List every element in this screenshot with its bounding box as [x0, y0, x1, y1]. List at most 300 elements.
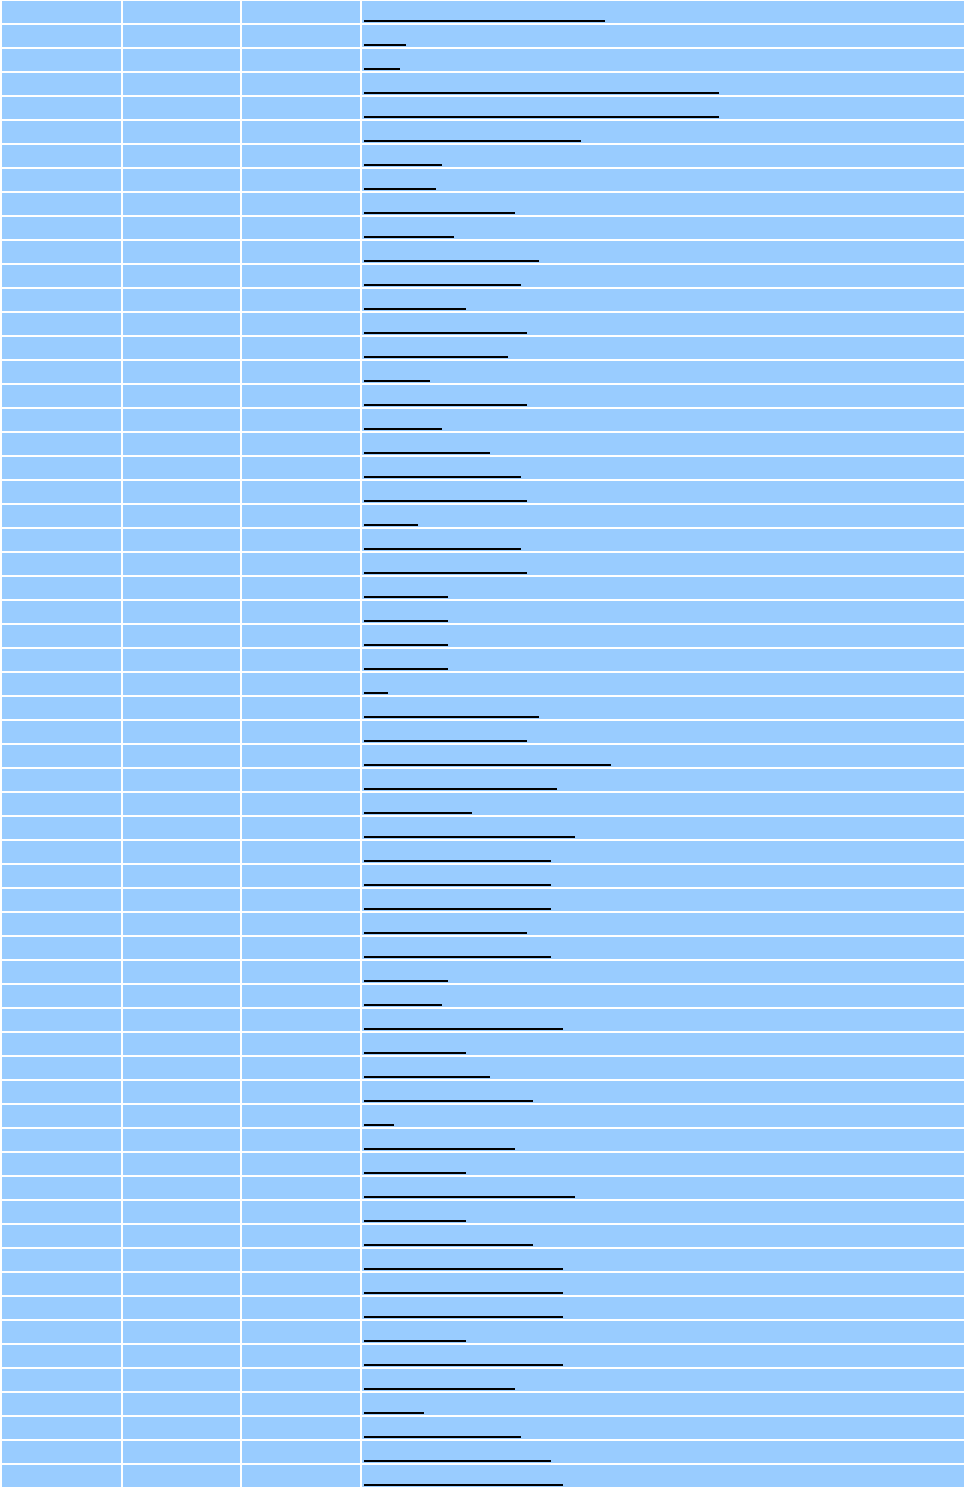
- row-link[interactable]: [364, 774, 557, 790]
- table-cell-col3: [242, 1249, 360, 1271]
- table-cell-col3: [242, 673, 360, 695]
- table-cell-col1: [2, 889, 121, 911]
- table-cell-col1: [2, 793, 121, 815]
- table-cell-col2: [123, 817, 240, 839]
- table-cell-link: [362, 169, 964, 191]
- table-cell-link: [362, 121, 964, 143]
- table-cell-col3: [242, 337, 360, 359]
- table-cell-col1: [2, 553, 121, 575]
- table-cell-link: [362, 1273, 964, 1295]
- table-cell-link: [362, 49, 964, 71]
- row-link[interactable]: [364, 582, 448, 598]
- table-cell-col1: [2, 217, 121, 239]
- table-cell-col3: [242, 697, 360, 719]
- table-cell-col1: [2, 721, 121, 743]
- table-cell-col3: [242, 1345, 360, 1367]
- table-cell-link: [362, 1465, 964, 1487]
- table-cell-link: [362, 817, 964, 839]
- table-cell-col2: [123, 985, 240, 1007]
- table-cell-col2: [123, 937, 240, 959]
- table-cell-col2: [123, 529, 240, 551]
- table-cell-col1: [2, 73, 121, 95]
- table-cell-col3: [242, 1081, 360, 1103]
- table-cell-col3: [242, 1033, 360, 1055]
- table-cell-col1: [2, 409, 121, 431]
- table-cell-col1: [2, 97, 121, 119]
- table-cell-col2: [123, 385, 240, 407]
- row-link[interactable]: [364, 414, 442, 430]
- row-link[interactable]: [364, 1278, 563, 1294]
- row-link[interactable]: [364, 1254, 563, 1270]
- table-cell-col2: [123, 193, 240, 215]
- table-cell-link: [362, 73, 964, 95]
- table-cell-col3: [242, 961, 360, 983]
- table-cell-col1: [2, 25, 121, 47]
- table-cell-col1: [2, 385, 121, 407]
- table-cell-col3: [242, 73, 360, 95]
- table-cell-col3: [242, 193, 360, 215]
- table-cell-col3: [242, 1321, 360, 1343]
- row-link[interactable]: [364, 1398, 424, 1414]
- table-cell-col1: [2, 265, 121, 287]
- table-cell-col3: [242, 457, 360, 479]
- table-cell-col3: [242, 841, 360, 863]
- table-cell-col1: [2, 1441, 121, 1463]
- table-cell-col3: [242, 313, 360, 335]
- table-cell-col1: [2, 577, 121, 599]
- table-cell-col3: [242, 745, 360, 767]
- row-link[interactable]: [364, 366, 430, 382]
- row-link[interactable]: [364, 1326, 466, 1342]
- table-cell-col2: [123, 241, 240, 263]
- row-link[interactable]: [364, 1446, 551, 1462]
- table-cell-link: [362, 937, 964, 959]
- row-link[interactable]: [364, 342, 508, 358]
- table-cell-link: [362, 889, 964, 911]
- table-cell-col3: [242, 889, 360, 911]
- table-cell-col1: [2, 937, 121, 959]
- table-cell-col1: [2, 1057, 121, 1079]
- table-cell-link: [362, 865, 964, 887]
- table-cell-col3: [242, 145, 360, 167]
- table-cell-col2: [123, 1321, 240, 1343]
- row-link[interactable]: [364, 726, 527, 742]
- table-cell-col1: [2, 649, 121, 671]
- table-cell-link: [362, 721, 964, 743]
- row-link[interactable]: [364, 846, 551, 862]
- row-link[interactable]: [364, 1086, 533, 1102]
- table-cell-col1: [2, 1345, 121, 1367]
- table-cell-col3: [242, 1465, 360, 1487]
- table-cell-col1: [2, 601, 121, 623]
- row-link[interactable]: [364, 918, 527, 934]
- table-cell-col2: [123, 169, 240, 191]
- table-cell-col1: [2, 673, 121, 695]
- table-cell-link: [362, 385, 964, 407]
- table-cell-col2: [123, 1369, 240, 1391]
- table-cell-col3: [242, 49, 360, 71]
- table-cell-col1: [2, 1129, 121, 1151]
- table-cell-col3: [242, 817, 360, 839]
- table-cell-col1: [2, 841, 121, 863]
- table-cell-link: [362, 1249, 964, 1271]
- table-cell-col2: [123, 1105, 240, 1127]
- table-cell-col2: [123, 481, 240, 503]
- table-cell-link: [362, 481, 964, 503]
- table-cell-col1: [2, 505, 121, 527]
- row-link[interactable]: [364, 1350, 563, 1366]
- table-cell-link: [362, 193, 964, 215]
- table-cell-col1: [2, 697, 121, 719]
- table-cell-col1: [2, 529, 121, 551]
- table-cell-link: [362, 1153, 964, 1175]
- table-cell-link: [362, 601, 964, 623]
- table-cell-col3: [242, 1297, 360, 1319]
- table-cell-col1: [2, 913, 121, 935]
- table-cell-col2: [123, 289, 240, 311]
- table-cell-col1: [2, 1009, 121, 1031]
- row-link[interactable]: [364, 1374, 515, 1390]
- table-cell-col3: [242, 169, 360, 191]
- table-cell-col3: [242, 913, 360, 935]
- row-link[interactable]: [364, 270, 521, 286]
- table-cell-col2: [123, 553, 240, 575]
- table-cell-col2: [123, 1345, 240, 1367]
- table-cell-link: [362, 961, 964, 983]
- table-cell-col2: [123, 1393, 240, 1415]
- table-cell-col3: [242, 1201, 360, 1223]
- row-link[interactable]: [364, 1230, 533, 1246]
- table-cell-col1: [2, 1201, 121, 1223]
- table-cell-col3: [242, 97, 360, 119]
- table-cell-col3: [242, 1153, 360, 1175]
- table-cell-col2: [123, 505, 240, 527]
- table-cell-col3: [242, 649, 360, 671]
- table-cell-col3: [242, 1105, 360, 1127]
- table-cell-col2: [123, 1441, 240, 1463]
- table-cell-link: [362, 1081, 964, 1103]
- table-cell-link: [362, 289, 964, 311]
- row-link[interactable]: [364, 966, 448, 982]
- row-link[interactable]: [364, 318, 527, 334]
- table-cell-col3: [242, 793, 360, 815]
- table-cell-col1: [2, 457, 121, 479]
- table-cell-col2: [123, 457, 240, 479]
- row-link[interactable]: [364, 1206, 466, 1222]
- row-link[interactable]: [364, 438, 490, 454]
- table-cell-col2: [123, 121, 240, 143]
- table-cell-col2: [123, 625, 240, 647]
- table-cell-link: [362, 1009, 964, 1031]
- table-cell-col1: [2, 481, 121, 503]
- table-cell-col1: [2, 433, 121, 455]
- table-cell-col1: [2, 1321, 121, 1343]
- table-cell-col2: [123, 673, 240, 695]
- table-cell-col1: [2, 145, 121, 167]
- table-cell-link: [362, 409, 964, 431]
- table-cell-link: [362, 673, 964, 695]
- table-cell-link: [362, 217, 964, 239]
- table-cell-col1: [2, 241, 121, 263]
- table-cell-col2: [123, 1057, 240, 1079]
- table-cell-col3: [242, 121, 360, 143]
- table-cell-col2: [123, 1465, 240, 1487]
- table-cell-link: [362, 625, 964, 647]
- table-cell-col3: [242, 1, 360, 23]
- table-cell-col3: [242, 1129, 360, 1151]
- row-link[interactable]: [364, 30, 406, 46]
- table-cell-col2: [123, 649, 240, 671]
- table-cell-col1: [2, 193, 121, 215]
- table-cell-link: [362, 1417, 964, 1439]
- table-cell-col3: [242, 1057, 360, 1079]
- table-cell-col2: [123, 49, 240, 71]
- table-cell-col3: [242, 265, 360, 287]
- table-cell-col1: [2, 625, 121, 647]
- table-cell-link: [362, 1393, 964, 1415]
- table-cell-col2: [123, 1297, 240, 1319]
- table-cell-col3: [242, 865, 360, 887]
- table-cell-col1: [2, 1153, 121, 1175]
- row-link[interactable]: [364, 102, 719, 118]
- row-link[interactable]: [364, 1422, 521, 1438]
- table-cell-col3: [242, 1225, 360, 1247]
- table-cell-col2: [123, 217, 240, 239]
- table-cell-col3: [242, 385, 360, 407]
- table-cell-link: [362, 265, 964, 287]
- row-link[interactable]: [364, 1014, 563, 1030]
- table-cell-col3: [242, 985, 360, 1007]
- table-cell-col1: [2, 1225, 121, 1247]
- table-cell-col2: [123, 313, 240, 335]
- table-cell-col2: [123, 1129, 240, 1151]
- table-cell-col2: [123, 1201, 240, 1223]
- table-cell-col3: [242, 721, 360, 743]
- table-cell-link: [362, 697, 964, 719]
- row-link[interactable]: [364, 750, 611, 766]
- table-cell-col3: [242, 1417, 360, 1439]
- row-link[interactable]: [364, 510, 418, 526]
- table-cell-link: [362, 145, 964, 167]
- table-cell-col3: [242, 553, 360, 575]
- table-cell-link: [362, 1033, 964, 1055]
- table-cell-col2: [123, 1417, 240, 1439]
- table-cell-col2: [123, 601, 240, 623]
- table-cell-link: [362, 553, 964, 575]
- table-cell-col2: [123, 361, 240, 383]
- row-link[interactable]: [364, 702, 539, 718]
- table-cell-link: [362, 1225, 964, 1247]
- table-cell-col3: [242, 1393, 360, 1415]
- table-cell-col3: [242, 1177, 360, 1199]
- row-link[interactable]: [364, 390, 527, 406]
- row-link[interactable]: [364, 174, 436, 190]
- table-cell-col3: [242, 505, 360, 527]
- table-cell-col2: [123, 697, 240, 719]
- row-link[interactable]: [364, 54, 400, 70]
- table-cell-col1: [2, 1417, 121, 1439]
- row-link[interactable]: [364, 1182, 575, 1198]
- row-link[interactable]: [364, 630, 448, 646]
- table-cell-col1: [2, 1369, 121, 1391]
- table-cell-col2: [123, 97, 240, 119]
- table-cell-link: [362, 649, 964, 671]
- row-link[interactable]: [364, 534, 521, 550]
- table-cell-col2: [123, 1249, 240, 1271]
- table-cell-link: [362, 1129, 964, 1151]
- table-cell-col1: [2, 769, 121, 791]
- table-cell-col2: [123, 25, 240, 47]
- table-cell-col1: [2, 817, 121, 839]
- table-cell-col3: [242, 1273, 360, 1295]
- table-cell-col1: [2, 865, 121, 887]
- table-cell-col3: [242, 769, 360, 791]
- table-cell-col2: [123, 865, 240, 887]
- table-cell-link: [362, 985, 964, 1007]
- row-link[interactable]: [364, 78, 719, 94]
- row-link[interactable]: [364, 198, 515, 214]
- table-cell-col1: [2, 361, 121, 383]
- row-link[interactable]: [364, 222, 454, 238]
- row-link[interactable]: [364, 1110, 394, 1126]
- table-cell-col1: [2, 1393, 121, 1415]
- row-link[interactable]: [364, 486, 527, 502]
- table-cell-col1: [2, 1273, 121, 1295]
- table-cell-link: [362, 1105, 964, 1127]
- row-link[interactable]: [364, 654, 448, 670]
- table-cell-col1: [2, 289, 121, 311]
- table-cell-col2: [123, 1081, 240, 1103]
- table-cell-col2: [123, 961, 240, 983]
- table-cell-link: [362, 1, 964, 23]
- table-cell-link: [362, 25, 964, 47]
- table-cell-link: [362, 745, 964, 767]
- table-cell-col3: [242, 25, 360, 47]
- row-link[interactable]: [364, 798, 472, 814]
- table-cell-col1: [2, 313, 121, 335]
- row-link[interactable]: [364, 678, 388, 694]
- table-cell-col2: [123, 1273, 240, 1295]
- table-cell-link: [362, 313, 964, 335]
- table-cell-link: [362, 1297, 964, 1319]
- row-link[interactable]: [364, 942, 551, 958]
- table-cell-link: [362, 1177, 964, 1199]
- row-link[interactable]: [364, 606, 448, 622]
- table-cell-col1: [2, 337, 121, 359]
- table-cell-col2: [123, 745, 240, 767]
- row-link[interactable]: [364, 1470, 563, 1486]
- table-cell-link: [362, 793, 964, 815]
- row-link[interactable]: [364, 246, 539, 262]
- table-cell-link: [362, 97, 964, 119]
- table-cell-col2: [123, 73, 240, 95]
- row-link[interactable]: [364, 462, 521, 478]
- table-cell-col3: [242, 937, 360, 959]
- table-cell-col3: [242, 529, 360, 551]
- table-cell-col2: [123, 721, 240, 743]
- table-cell-link: [362, 505, 964, 527]
- table-cell-link: [362, 769, 964, 791]
- table-cell-col2: [123, 841, 240, 863]
- table-cell-col2: [123, 1153, 240, 1175]
- table-cell-col3: [242, 289, 360, 311]
- table-cell-col2: [123, 769, 240, 791]
- table-cell-col3: [242, 577, 360, 599]
- row-link[interactable]: [364, 6, 605, 22]
- row-link[interactable]: [364, 1038, 466, 1054]
- table-cell-col2: [123, 409, 240, 431]
- table-cell-col3: [242, 1009, 360, 1031]
- table-cell-col1: [2, 745, 121, 767]
- table-cell-col2: [123, 433, 240, 455]
- table-cell-link: [362, 1057, 964, 1079]
- table-cell-col1: [2, 1081, 121, 1103]
- row-link[interactable]: [364, 126, 581, 142]
- row-link[interactable]: [364, 894, 551, 910]
- table-cell-col1: [2, 1177, 121, 1199]
- table-cell-col3: [242, 361, 360, 383]
- row-link[interactable]: [364, 870, 551, 886]
- table-cell-link: [362, 841, 964, 863]
- table-cell-link: [362, 529, 964, 551]
- table-cell-col1: [2, 1249, 121, 1271]
- row-link[interactable]: [364, 558, 527, 574]
- row-link[interactable]: [364, 150, 442, 166]
- table-cell-col3: [242, 217, 360, 239]
- table-cell-col1: [2, 1465, 121, 1487]
- table-cell-link: [362, 577, 964, 599]
- table-cell-link: [362, 1321, 964, 1343]
- row-link[interactable]: [364, 990, 442, 1006]
- table-cell-col1: [2, 961, 121, 983]
- table-cell-col2: [123, 913, 240, 935]
- table-cell-col1: [2, 1033, 121, 1055]
- table-cell-col3: [242, 481, 360, 503]
- table-cell-col2: [123, 577, 240, 599]
- table-cell-col1: [2, 1, 121, 23]
- table-cell-link: [362, 1441, 964, 1463]
- table-cell-col2: [123, 1009, 240, 1031]
- table-cell-link: [362, 1369, 964, 1391]
- data-table: [2, 1, 964, 1487]
- table-cell-col2: [123, 1, 240, 23]
- row-link[interactable]: [364, 1134, 515, 1150]
- table-cell-col1: [2, 49, 121, 71]
- table-cell-col1: [2, 985, 121, 1007]
- table-cell-link: [362, 433, 964, 455]
- table-cell-col3: [242, 601, 360, 623]
- row-link[interactable]: [364, 1302, 563, 1318]
- table-cell-col2: [123, 1177, 240, 1199]
- row-link[interactable]: [364, 294, 466, 310]
- table-cell-col1: [2, 169, 121, 191]
- table-cell-col2: [123, 793, 240, 815]
- row-link[interactable]: [364, 822, 575, 838]
- table-cell-col1: [2, 121, 121, 143]
- table-cell-link: [362, 241, 964, 263]
- table-cell-link: [362, 337, 964, 359]
- table-cell-col2: [123, 1033, 240, 1055]
- table-cell-col3: [242, 409, 360, 431]
- table-cell-col2: [123, 145, 240, 167]
- table-cell-col2: [123, 265, 240, 287]
- row-link[interactable]: [364, 1062, 490, 1078]
- table-cell-link: [362, 457, 964, 479]
- table-cell-link: [362, 361, 964, 383]
- table-cell-col3: [242, 1369, 360, 1391]
- row-link[interactable]: [364, 1158, 466, 1174]
- table-cell-link: [362, 913, 964, 935]
